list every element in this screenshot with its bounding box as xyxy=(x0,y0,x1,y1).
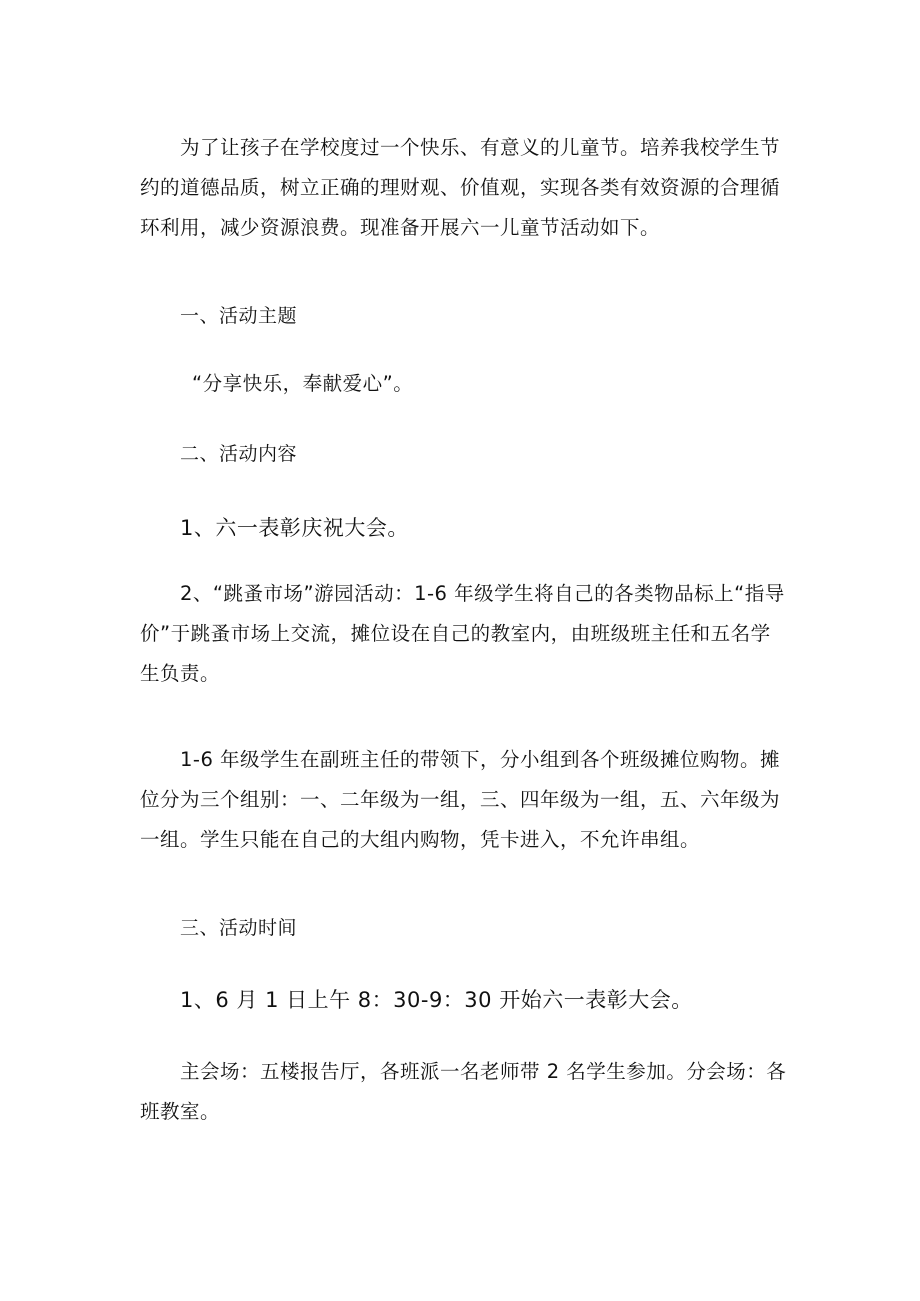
time-item-1: 1、6 月 1 日上午 8：30-9：30 开始六一表彰大会。 xyxy=(180,988,693,1012)
section-heading-content: 二、活动内容 xyxy=(180,443,298,465)
content-item-2-detail: 1-6 年级学生在副班主任的带领下，分小组到各个班级摊位购物。摊位分为三个组别：一、二年级为一组，三、四年级为一组，五、六年级为一组。学生只能在自己的大组内购物，凭卡进入，不允许串组。 xyxy=(140,748,781,851)
content-item-2: 2、“跳蚤市场”游园活动：1-6 年级学生将自己的各类物品标上“指导价”于跳蚤市场上交流，摊位设在自己的教室内，由班级班主任和五名学生负责。 xyxy=(140,582,785,685)
intro-paragraph: 为了让孩子在学校度过一个快乐、有意义的儿童节。培养我校学生节约的道德品质，树立正确的理财观、价值观，实现各类有效资源的合理循环利用，减少资源浪费。现准备开展六一儿童节活动如下。 xyxy=(140,136,781,239)
content-item-1: 1、六一表彰庆祝大会。 xyxy=(180,516,409,540)
theme-text: “分享快乐，奉献爱心”。 xyxy=(192,372,414,395)
section-heading-theme: 一、活动主题 xyxy=(180,305,298,327)
section-heading-time: 三、活动时间 xyxy=(180,917,298,939)
venue-paragraph: 主会场：五楼报告厅，各班派一名老师带 2 名学生参加。分会场：各班教室。 xyxy=(140,1060,787,1123)
